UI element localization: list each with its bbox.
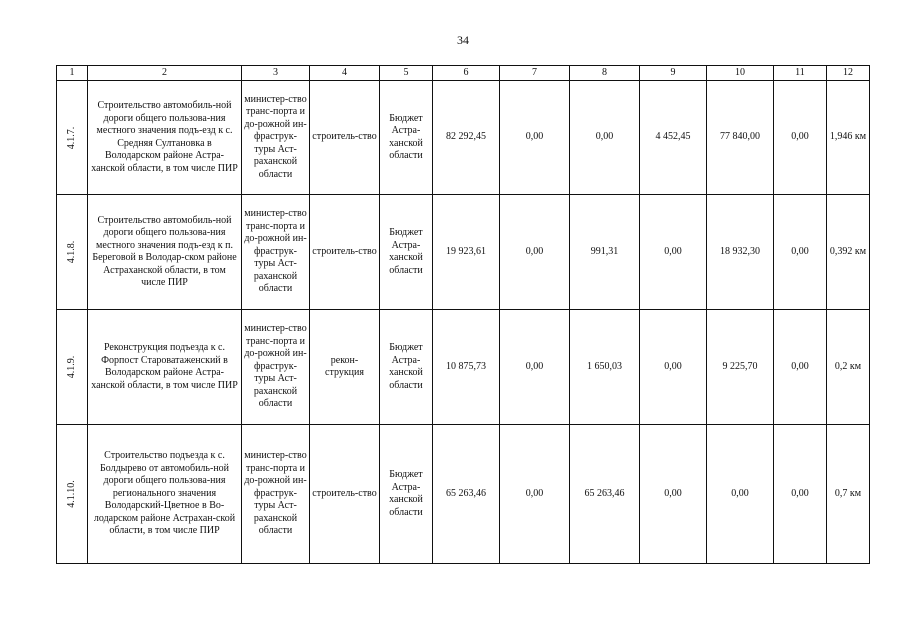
column-header: 9 (640, 66, 707, 81)
funding-source: Бюджет Астра-ханской области (380, 195, 433, 310)
value-col-10: 0,00 (707, 425, 774, 564)
page-number: 34 (457, 33, 469, 47)
value-col-6: 65 263,46 (433, 425, 500, 564)
table-row (57, 81, 870, 195)
value-col-6: 19 923,61 (433, 195, 500, 310)
value-col-9: 0,00 (640, 425, 707, 564)
value-col-10: 77 840,00 (707, 81, 774, 195)
value-col-6: 82 292,45 (433, 81, 500, 195)
value-col-8: 1 650,03 (570, 310, 640, 425)
column-header: 5 (380, 66, 433, 81)
value-col-7: 0,00 (500, 195, 570, 310)
funding-source: Бюджет Астра-ханской области (380, 310, 433, 425)
value-col-9: 4 452,45 (640, 81, 707, 195)
column-header: 3 (242, 66, 310, 81)
value-col-7: 0,00 (500, 310, 570, 425)
value-col-8: 65 263,46 (570, 425, 640, 564)
executor: министер-ство транс-порта и до-рожной ин-фраструк-туры Аст-раханской области (242, 310, 310, 425)
item-number: 4.1.9. (65, 355, 77, 379)
column-header: 4 (310, 66, 380, 81)
value-col-10: 18 932,30 (707, 195, 774, 310)
road-length: 0,7 км (827, 425, 870, 564)
table-row (57, 425, 870, 564)
work-type: строитель-ство (310, 425, 380, 564)
work-type: рекон-струкция (310, 310, 380, 425)
value-col-9: 0,00 (640, 195, 707, 310)
column-number-row (57, 66, 870, 81)
value-col-9: 0,00 (640, 310, 707, 425)
object-name: Строительство автомобиль-ной дороги общего пользова-ния местного значения подъ-езд к с. Средняя Султановка в Володарском районе Астра-ханской области, в том числе ПИР (88, 81, 242, 195)
value-col-6: 10 875,73 (433, 310, 500, 425)
program-table (56, 65, 870, 564)
column-header: 1 (57, 66, 88, 81)
value-col-10: 9 225,70 (707, 310, 774, 425)
column-header: 8 (570, 66, 640, 81)
value-col-7: 0,00 (500, 425, 570, 564)
column-header: 2 (88, 66, 242, 81)
object-name: Строительство подъезда к с. Болдырево от автомобиль-ной дороги общего пользова-ния регионального значения Володарский-Цветное в Во-лодарском районе Астрахан-ской области, в том числе ПИР (88, 425, 242, 564)
work-type: строитель-ство (310, 195, 380, 310)
column-header: 11 (774, 66, 827, 81)
executor: министер-ство транс-порта и до-рожной ин-фраструк-туры Аст-раханской области (242, 81, 310, 195)
road-length: 0,2 км (827, 310, 870, 425)
item-number-cell (57, 310, 88, 425)
table-row (57, 195, 870, 310)
funding-source: Бюджет Астра-ханской области (380, 425, 433, 564)
executor: министер-ство транс-порта и до-рожной ин-фраструк-туры Аст-раханской области (242, 425, 310, 564)
object-name: Строительство автомобиль-ной дороги общего пользова-ния местного значения подъ-езд к п. Береговой в Володар-ском районе Астраханской области, в том числе ПИР (88, 195, 242, 310)
item-number-cell (57, 81, 88, 195)
column-header: 7 (500, 66, 570, 81)
item-number-cell (57, 425, 88, 564)
executor: министер-ство транс-порта и до-рожной ин-фраструк-туры Аст-раханской области (242, 195, 310, 310)
value-col-11: 0,00 (774, 310, 827, 425)
funding-source: Бюджет Астра-ханской области (380, 81, 433, 195)
column-header: 12 (827, 66, 870, 81)
item-number: 4.1.8. (65, 240, 77, 264)
value-col-8: 991,31 (570, 195, 640, 310)
value-col-7: 0,00 (500, 81, 570, 195)
road-length: 0,392 км (827, 195, 870, 310)
column-header: 6 (433, 66, 500, 81)
column-header: 10 (707, 66, 774, 81)
value-col-11: 0,00 (774, 425, 827, 564)
road-length: 1,946 км (827, 81, 870, 195)
value-col-8: 0,00 (570, 81, 640, 195)
value-col-11: 0,00 (774, 81, 827, 195)
value-col-11: 0,00 (774, 195, 827, 310)
table-row (57, 310, 870, 425)
item-number: 4.1.10. (65, 480, 77, 508)
item-number-cell (57, 195, 88, 310)
work-type: строитель-ство (310, 81, 380, 195)
item-number: 4.1.7. (65, 126, 77, 149)
object-name: Реконструкция подъезда к с. Форпост Староватаженский в Володарском районе Астра-ханской области, в том числе ПИР (88, 310, 242, 425)
